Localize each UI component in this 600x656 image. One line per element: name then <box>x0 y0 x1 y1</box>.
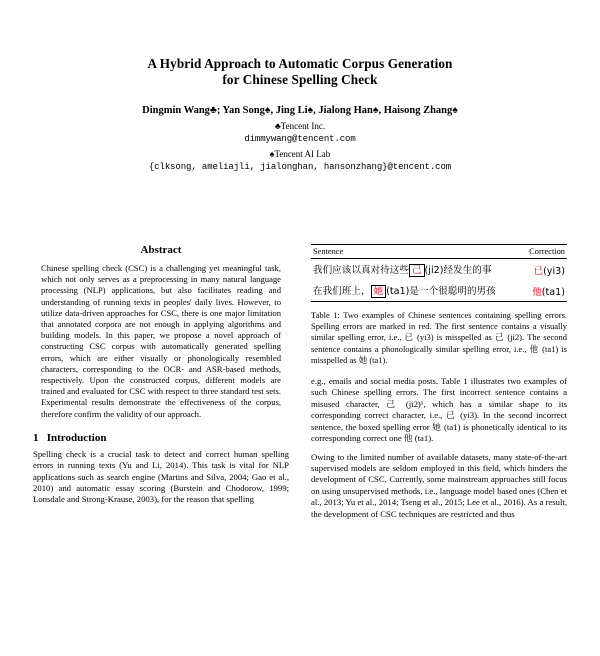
correction-1-char: 已 <box>533 265 544 277</box>
abstract-heading: Abstract <box>140 244 182 256</box>
page-title <box>60 56 540 88</box>
right-paragraph-2: Owing to the limited number of available datasets, many state-of-the-art supervised models are seldom employed in this field, which hinders the development of CSC. Currently, some mainstream approaches still focus on using unsupervised methods, i.e., language model based ones (Chen et al., 2013; Yu et al., 2014; Tseng et al., 2015; Lee et al., 2016). As a result, the development of CSC techniques are restricted and thus <box>311 451 567 519</box>
section-title: Introduction <box>46 431 107 444</box>
correction-2-pinyin: (ta1) <box>541 286 565 298</box>
sentence-2-pinyin: (ta1) <box>386 286 410 298</box>
table-row <box>311 259 567 281</box>
table-header-row <box>311 245 567 259</box>
author-list: Dingmin Wang♣; Yan Song♠, Jing Li♠, Jialong Han♠, Haisong Zhang♠ <box>142 105 458 116</box>
table-1 <box>311 244 567 302</box>
right-column <box>311 244 567 527</box>
example-sentence-1 <box>311 259 522 281</box>
email-primary: dimmywang@tencent.com <box>244 134 356 144</box>
email-secondary: {clksong, ameliajli, jialonghan, hansonzhang}@tencent.com <box>148 162 452 172</box>
sentence-1-pinyin: (ji2) <box>424 265 444 276</box>
example-correction-2 <box>522 280 567 302</box>
correction-1-pinyin: (yi3) <box>543 265 565 277</box>
section-heading-introduction <box>33 432 289 444</box>
correction-2-char: 他 <box>532 286 542 298</box>
affiliation-primary: ♣Tencent Inc. <box>274 121 326 131</box>
title-line-1: A Hybrid Approach to Automatic Corpus Generation <box>147 56 453 71</box>
title-block <box>0 56 600 88</box>
abstract-text: Chinese spelling check (CSC) is a challenging yet meaningful task, which not only serves as a preprocessing in many natural language processing (NLP) applications, but also facilitates reading and understanding of running texts in peoples' daily lives. However, to utilize data-driven approaches for CSC, there is one major limitation that annotated corpora are not enough in applying algorithms and building models. In this paper, we propose a novel approach of constructing CSC corpus with automatically generated spelling errors, which are either visually or phonologically resembled characters, corresponding to the OCR- and ASR-based methods, respectively. Upon the constructed corpus, different models are trained and evaluated for CSC with respect to three standard test sets. Experimental results demonstrate the effectiveness of the corpus, therefore confirm the validity of our approach. <box>41 263 281 419</box>
section-number: 1 <box>33 431 39 444</box>
right-paragraph-1: e.g., emails and social media posts. Table 1 illustrates two examples of such Chinese spelling errors. The first incorrect sentence contains a misused character, 己 (ji2)¹, which has a similar shape to its corresponding correct character, i.e., 已 (yi3). In the second incorrect sentence, the boxed spelling error 她 (ta1) is phonetically identical to its corresponding correct one 他 (ta1). <box>311 376 567 444</box>
table-1-caption: Table 1: Two examples of Chinese sentences containing spelling errors. Spelling errors are marked in red. The first sentence contains a visually similar spelling error, i.e., 已 (yi3) is misspelled as 己 (ji2). The second sentence contains a phonologically similar spelling error, i.e., 他 (ta1) is misspelled as 她 (ta1). <box>311 310 567 365</box>
sentence-2-error-char: 她 <box>371 285 387 298</box>
sentence-1-prefix: 我们应该以真对待这些 <box>313 265 409 276</box>
affiliation-secondary: ♠Tencent AI Lab <box>269 149 331 159</box>
sentence-2-prefix: 在我们班上， <box>313 286 371 298</box>
examples-table <box>311 244 567 302</box>
paper-page <box>0 56 600 656</box>
table-row <box>311 280 567 302</box>
example-correction-1 <box>522 259 567 281</box>
sentence-1-suffix: 经发生的事 <box>443 265 492 276</box>
intro-paragraph-1: Spelling check is a crucial task to detect and correct human spelling errors in running texts (Yu and Li, 2014). This task is vital for NLP applications such as search engine (Martins and Silva, 2004; Gao et al., 2010) and automatic essay scoring (Burstein and Chodorow, 1999; Lonsdale and Strong-Krause, 2003), for the reason that spelling <box>33 448 289 505</box>
example-sentence-2 <box>311 280 522 302</box>
left-column <box>33 244 289 527</box>
sentence-2-suffix: 是一个很聪明的男孩 <box>409 286 496 298</box>
two-column-body <box>33 244 567 527</box>
column-header-correction: Correction <box>529 247 565 256</box>
sentence-1-error-char: 己 <box>409 264 425 277</box>
title-line-2: for Chinese Spelling Check <box>222 72 378 87</box>
column-header-sentence: Sentence <box>313 247 344 256</box>
